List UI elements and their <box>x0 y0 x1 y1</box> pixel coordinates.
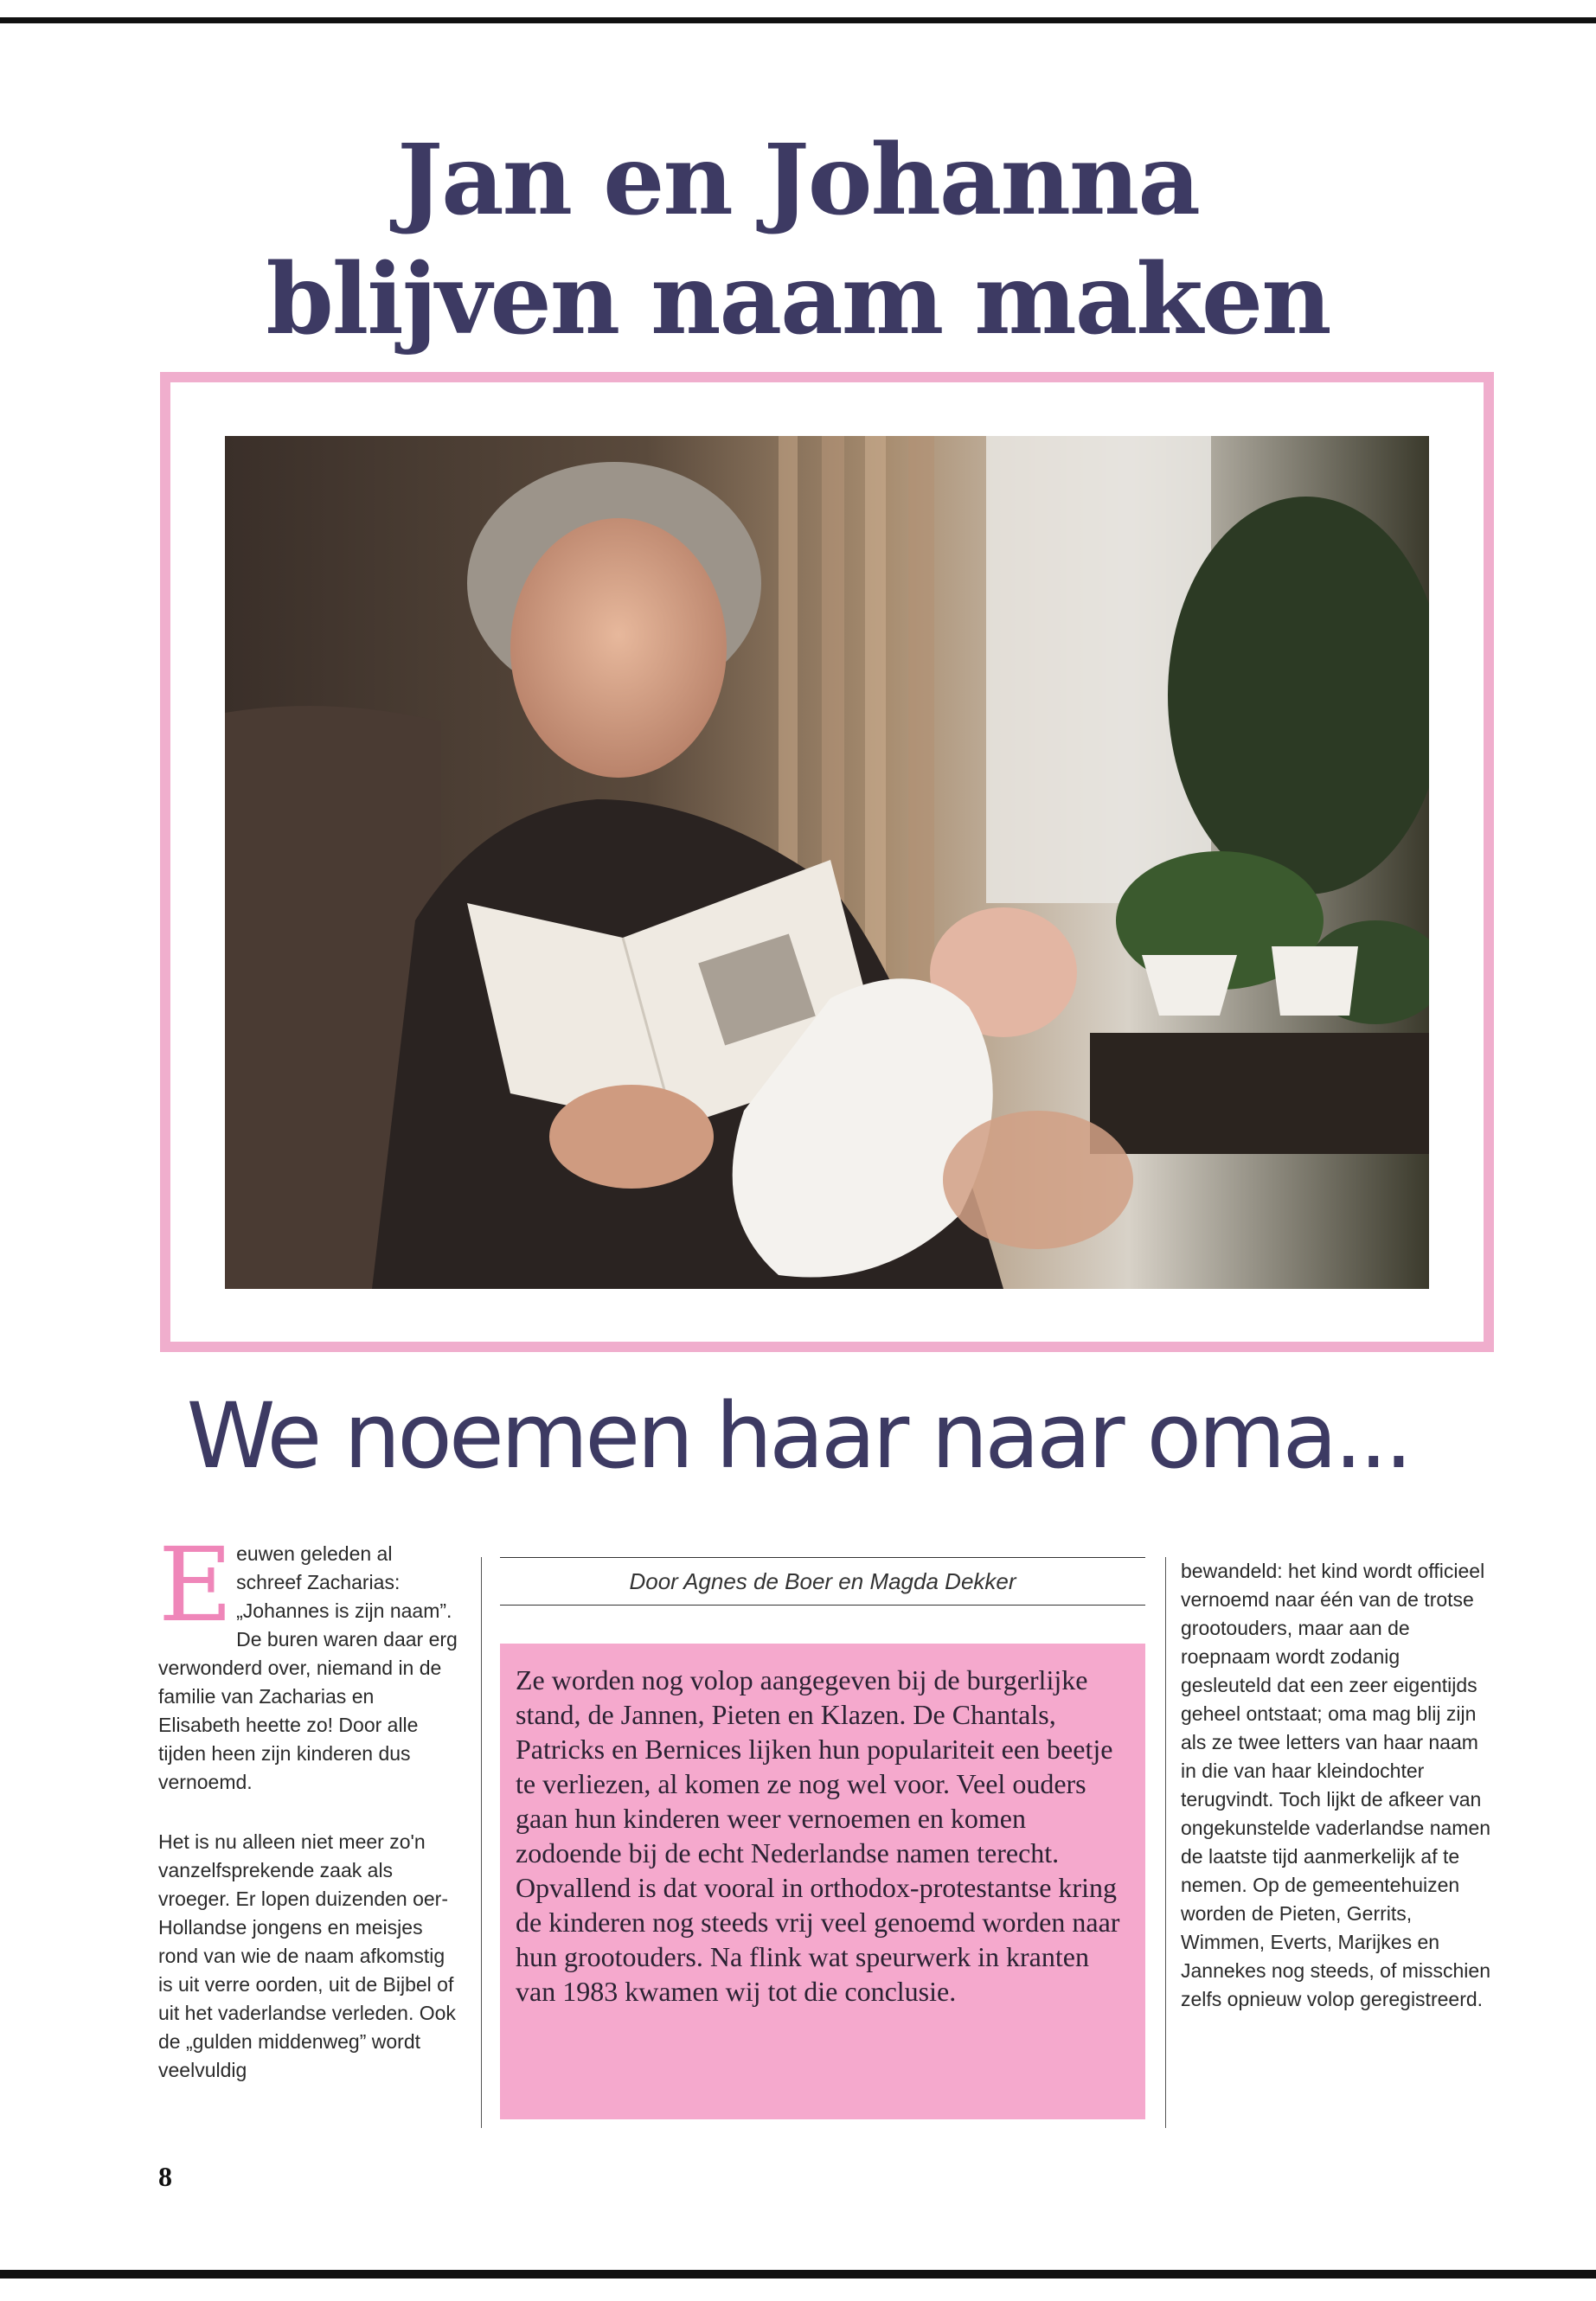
headline-line-1: Jan en Johanna <box>397 124 1199 237</box>
headline-line-2: blijven naam maken <box>266 243 1330 356</box>
lead-text: Ze worden nog volop aangegeven bij de burgerlijke stand, de Jannen, Pieten en Klazen. De Chantals, Patricks en Bernices lijken hun populariteit een beetje te verliezen, al komen ze nog wel voor. Veel ouders gaan hun kinderen weer vernoemen en komen zodoende bij de echt Nederlandse namen terecht. Opvallend is dat vooral in orthodox-protestantse kring de kinderen nog steeds vrij veel genoemd worden naar hun grootouders. Na flink wat speurwerk in kranten van 1983 kwamen wij tot die conclusie. <box>516 1664 1120 2007</box>
column-divider-right <box>1165 1557 1166 2128</box>
column1-paragraph-2: Het is nu alleen niet meer zo'n vanzelfsprekende zaak als vroeger. Er lopen duizenden oer-Hollandse jongens en meisjes rond van wie de naam afkomstig is uit verre oorden, uit de Bijbel of uit het vaderlandse verleden. Ook de „gulden middenweg” wordt veelvuldig <box>158 1830 456 2081</box>
dropcap: E <box>158 1525 234 1644</box>
column1-paragraph-1 <box>158 1525 461 1797</box>
column1-paragraph-1-text: euwen geleden al schreef Zacharias: „Johannes is zijn naam”. De buren waren daar erg verwonderd over, niemand in de familie van Zacharias en Elisabeth heette zo! Door alle tijden heen zijn kinderen dus vernoemd. <box>158 1542 458 1793</box>
byline: Door Agnes de Boer en Magda Dekker <box>500 1557 1145 1606</box>
headline <box>0 121 1596 360</box>
bottom-rule <box>0 2270 1596 2279</box>
lead-box <box>500 1644 1145 2119</box>
top-rule <box>0 17 1596 23</box>
article-column-3 <box>1181 1557 1492 2014</box>
photo-grandmother-with-baby <box>225 436 1429 1289</box>
photo-frame <box>160 372 1494 1352</box>
article-column-1 <box>158 1525 461 2085</box>
page-number: 8 <box>158 2161 172 2192</box>
column-divider-left <box>481 1557 482 2128</box>
subheadline: We noemen haar naar oma... <box>186 1383 1410 1489</box>
column3-text: bewandeld: het kind wordt officieel vernoemd naar één van de trotse grootouders, maar aan de roepnaam wordt zodanig gesleuteld dat een zeer eigentijds geheel ontstaat; oma mag blij zijn als ze twee letters van haar naam in die van haar kleindochter terugvindt. Toch lijkt de afkeer van ongekunstelde vaderlandse namen de laatste tijd aanmerkelijk af te nemen. Op de gemeentehuizen worden de Pieten, Gerrits, Wimmen, Everts, Marijkes en Jannekes nog steeds, of misschien zelfs opnieuw volop geregistreerd. <box>1181 1560 1491 2010</box>
